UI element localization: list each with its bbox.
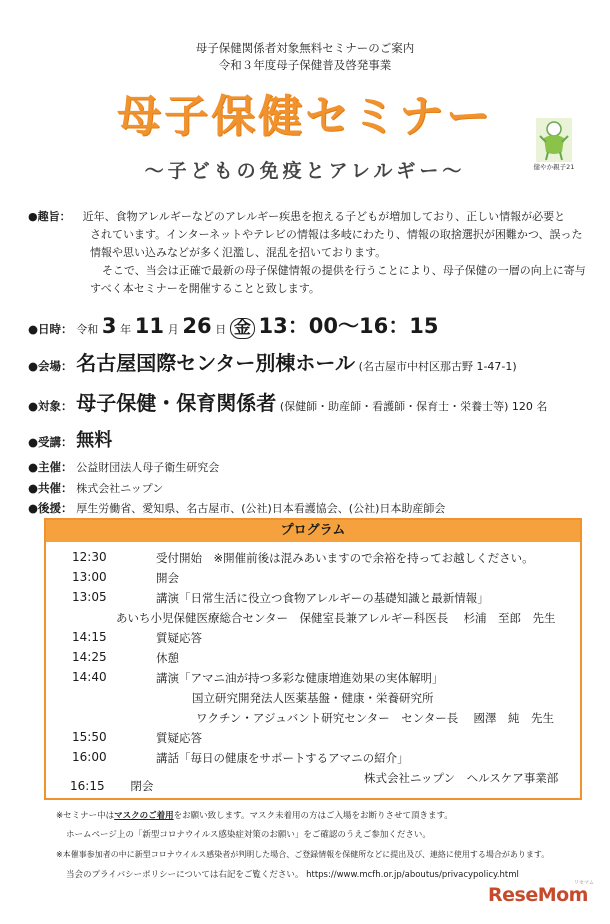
program-text: 受付開始 ※開催前後は混みあいますので余裕を持ってお越しください。 <box>156 551 534 565</box>
footer-note-1-pre: ※セミナー中は <box>56 811 115 821</box>
organizer-label: ●主催： <box>28 460 73 474</box>
audience-label: ●対象： <box>28 399 73 413</box>
support-row <box>28 500 445 516</box>
seminar-subtitle: ～子どもの免疫とアレルギー～ <box>144 160 466 182</box>
header-line-2: 令和３年度母子保健普及啓発事業 <box>218 58 392 72</box>
purpose-label: ●趣旨： <box>28 210 71 223</box>
footer-note-2: ホームページ上の「新型コロナウイルス感染症対策のお願い」をご確認のうえご参加ください。 <box>66 830 431 840</box>
fee-row <box>28 426 112 452</box>
program-time: 14:15 <box>72 630 107 644</box>
purpose-line-5: すべく本セミナーを開催することと致します。 <box>90 282 320 295</box>
audience-name: 母子保健・保育関係者 <box>76 391 277 415</box>
program-item <box>70 778 153 794</box>
cosponsor-row <box>28 480 163 496</box>
resemom-logo: ReseMom <box>488 884 588 906</box>
audience-row <box>28 387 547 416</box>
mascot-icon <box>536 118 572 162</box>
date-label: ●日時： <box>28 322 73 336</box>
program-time: 12:30 <box>72 550 107 564</box>
program-heading: プログラム <box>46 520 580 542</box>
venue-address: (名古屋市中村区那古野 1-47-1) <box>358 360 517 373</box>
program-time: 15:50 <box>72 730 107 744</box>
date-day: 26 <box>182 314 212 338</box>
fee-label: ●受講： <box>28 435 73 449</box>
support-label: ●後援： <box>28 501 73 515</box>
program-time: 14:40 <box>72 670 107 684</box>
program-text: 講演「アマニ油が持つ多彩な健康増進効果の実体解明」 <box>156 671 444 685</box>
purpose-line-1: 近年、食物アレルギーなどのアレルギー疾患を抱える子どもが増加しており、正しい情報が必要と <box>82 210 566 223</box>
program-text: 講演「日常生活に役立つ食物アレルギーの基礎知識と最新情報」 <box>156 591 489 605</box>
organizer-value: 公益財団法人母子衛生研究会 <box>76 461 220 474</box>
date-year: 3 <box>101 314 117 338</box>
program-speaker: ワクチン・アジュバント研究センター センター長 國澤 純 先生 <box>196 711 554 725</box>
header-line-1: 母子保健関係者対象無料セミナーのご案内 <box>195 41 415 55</box>
program-speaker: 株式会社ニップン ヘルスケア事業部 <box>364 771 559 785</box>
purpose-line-4: そこで、当会は正確で最新の母子保健情報の提供を行うことにより、母子保健の一層の向上に寄与 <box>102 264 586 277</box>
program-time: 13:05 <box>72 590 107 604</box>
footer-note-1-bold: マスクのご着用 <box>114 811 174 821</box>
program-time: 14:25 <box>72 650 107 664</box>
date-row <box>28 310 438 340</box>
venue-row <box>28 347 517 376</box>
program-text: 開会 <box>156 571 179 585</box>
program-speaker: あいち小児保健医療総合センター 保健室長兼アレルギー科医長 杉浦 至郎 先生 <box>116 611 556 625</box>
program-time: 13:00 <box>72 570 107 584</box>
date-year-unit: 年 <box>120 323 132 336</box>
cosponsor-value: 株式会社ニップン <box>76 482 164 495</box>
mascot-caption: 健やか親子21 <box>533 163 575 171</box>
audience-detail: (保健師・助産師・看護師・保育士・栄養士等) 120 名 <box>279 400 548 413</box>
program-time: 16:15 <box>70 779 105 793</box>
program-text: 質疑応答 <box>156 631 202 645</box>
date-weekday: 金 <box>230 318 255 339</box>
seminar-title: 母子保健セミナー <box>117 91 493 142</box>
program-text: 講話「毎日の健康をサポートするアマニの紹介」 <box>156 751 409 765</box>
footer-note-3: ※本催事参加者の中に新型コロナウイルス感染者が判明した場合、ご登録情報を保健所などに提出及び、連絡に使用する場合があります。 <box>56 850 550 859</box>
venue-label: ●会場： <box>28 359 73 373</box>
program-box <box>44 518 582 800</box>
footer-note-1-post: をお願い致します。マスク未着用の方はご入場をお断りさせて頂きます。 <box>173 811 453 821</box>
cosponsor-label: ●共催： <box>28 481 73 495</box>
purpose-section <box>28 208 590 298</box>
date-day-unit: 日 <box>215 323 227 336</box>
program-speaker: 国立研究開発法人医薬基盤・健康・栄養研究所 <box>192 691 434 705</box>
purpose-line-2: されています。インターネットやテレビの情報は多岐にわたり、情報の取捨選択が困難かつ、誤った <box>90 228 583 241</box>
footer-note-4: 当会のプライバシーポリシーについては右記をご覧ください。 https://www.mcfh.or.jp/aboutus/privacypolicy.html <box>66 870 519 880</box>
purpose-line-3: 情報や思い込みなどが多く氾濫し、混乱を招いております。 <box>90 246 387 259</box>
program-text: 質疑応答 <box>156 731 202 745</box>
organizer-row <box>28 459 219 475</box>
program-text: 閉会 <box>130 779 154 793</box>
support-value: 厚生労働省、愛知県、名古屋市、(公社)日本看護協会、(公社)日本助産師会 <box>76 502 446 515</box>
date-era: 令和 <box>76 323 99 336</box>
venue-name: 名古屋国際センター別棟ホール <box>76 351 356 375</box>
fee-value: 無料 <box>76 430 113 451</box>
date-month: 11 <box>134 314 165 338</box>
resemom-logo-sub: リセマム <box>574 880 594 886</box>
program-time: 16:00 <box>72 750 107 764</box>
date-month-unit: 月 <box>167 323 179 336</box>
program-text: 休憩 <box>156 651 179 665</box>
footer-note-1 <box>56 809 453 821</box>
date-time: 13：00～16：15 <box>258 314 439 338</box>
